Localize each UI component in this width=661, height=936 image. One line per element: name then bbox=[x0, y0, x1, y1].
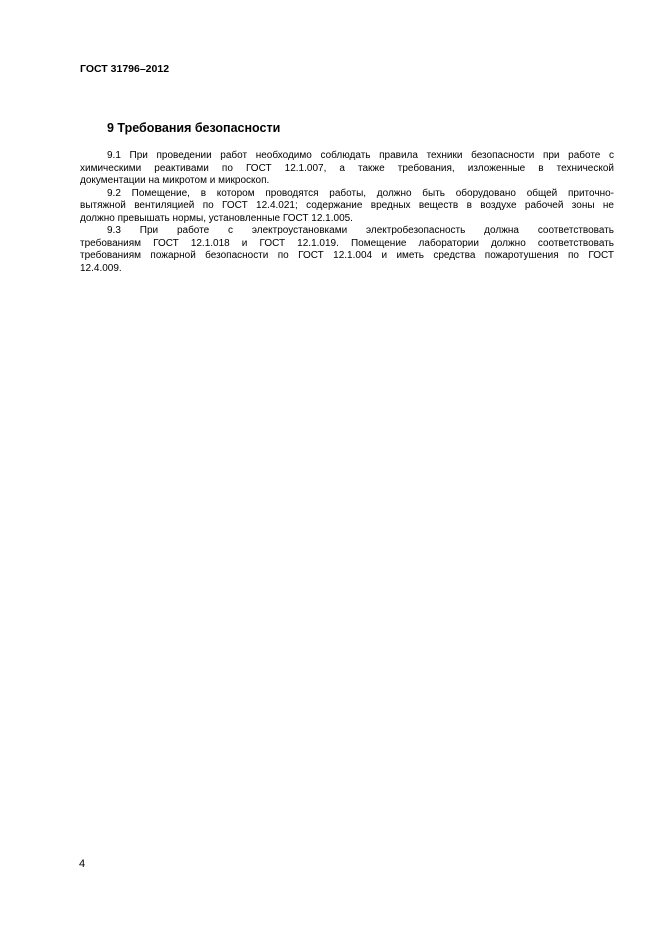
paragraph-line: вытяжной вентиляцией по ГОСТ 12.4.021; содержание вредных веществ в воздухе рабочей зоны не bbox=[80, 200, 614, 211]
paragraph-line: 12.4.009. bbox=[80, 262, 122, 274]
paragraph-9-1 bbox=[80, 150, 614, 188]
section-body bbox=[80, 150, 614, 275]
paragraph-line: 9.2 Помещение, в котором проводятся работы, должно быть оборудовано общей приточно- bbox=[107, 187, 614, 199]
paragraph-9-3 bbox=[80, 225, 614, 275]
paragraph-line: требованиям пожарной безопасности по ГОСТ 12.1.004 и иметь средства пожаротушения по ГОСТ bbox=[80, 250, 614, 261]
paragraph-line: химическими реактивами по ГОСТ 12.1.007, а также требования, изложенные в технической bbox=[80, 162, 614, 174]
paragraph-line: требованиям ГОСТ 12.1.018 и ГОСТ 12.1.019. Помещение лаборатории должно соответствовать bbox=[80, 237, 614, 249]
page-number: 4 bbox=[79, 858, 86, 870]
paragraph-line: 9.3 При работе с электроустановками электробезопасность должна соответствовать bbox=[107, 225, 614, 236]
paragraph-9-2 bbox=[80, 188, 614, 226]
paragraph-line: 9.1 При проведении работ необходимо соблюдать правила техники безопасности при работе с bbox=[107, 150, 614, 161]
section-title: 9 Требования безопасности bbox=[107, 121, 281, 135]
document-code-header: ГОСТ 31796–2012 bbox=[80, 63, 170, 75]
paragraph-line: должно превышать нормы, установленные ГОСТ 12.1.005. bbox=[80, 212, 353, 224]
paragraph-line: документации на микротом и микроскоп. bbox=[80, 175, 270, 186]
